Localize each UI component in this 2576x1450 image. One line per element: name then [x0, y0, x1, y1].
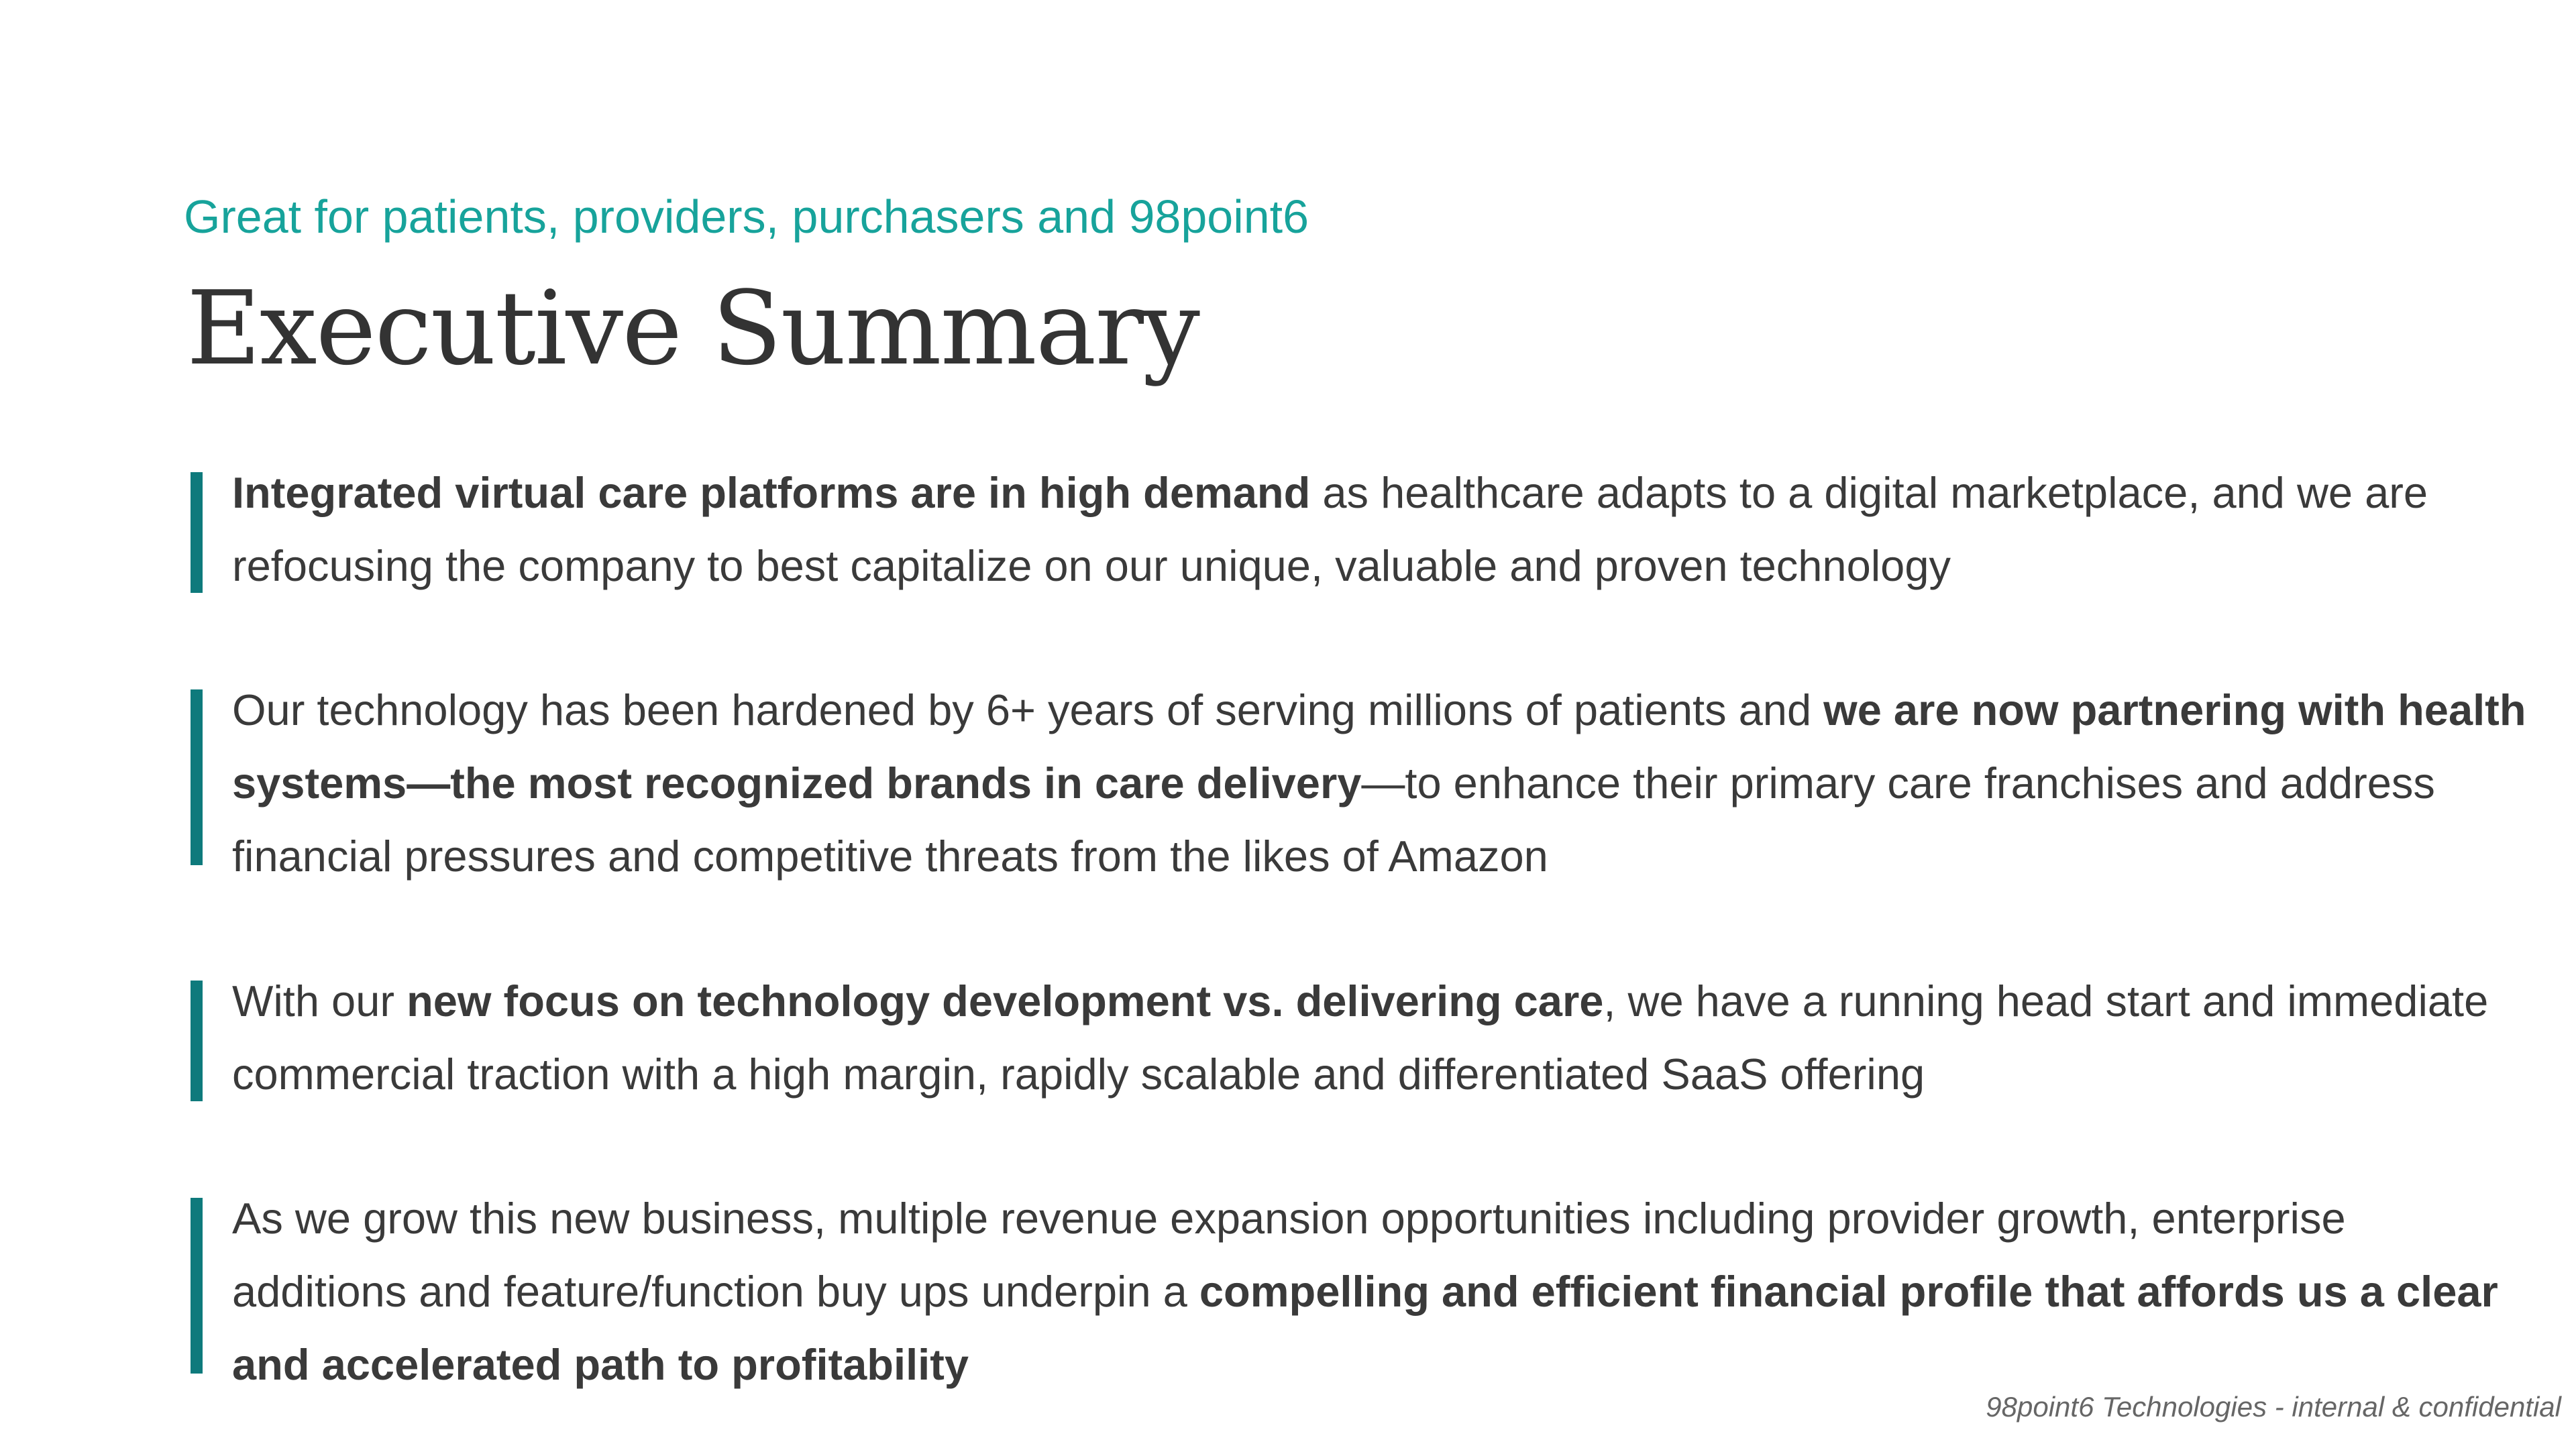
confidential-footer: 98point6 Technologies - internal & confidential	[1986, 1391, 2561, 1423]
bullet-text	[232, 456, 2526, 602]
bullet-plain: as healthcare adapts to a digital marketplace, and we are refocusing the company to best capitalize on our unique, valuable and proven technology	[232, 468, 2428, 590]
bullet-emphasis: compelling and efficient financial profile that affords us a clear and accelerated path to profitability	[232, 1267, 2498, 1389]
bullet-bar	[191, 472, 203, 593]
bullet-plain: , we have a running head start and immediate commercial traction with a high margin, rapidly scalable and differentiated SaaS offering	[232, 977, 2489, 1099]
bullet-3	[191, 964, 2512, 1112]
bullet-text	[232, 1182, 2526, 1401]
bullet-emphasis: we are now partnering with health systems—the most recognized brands in care delivery	[232, 685, 2526, 807]
slide-subtitle: Great for patients, providers, purchasers and 98point6	[184, 190, 1309, 243]
bullet-bar	[191, 981, 203, 1101]
bullet-1	[191, 456, 2512, 604]
bullet-plain: —to enhance their primary care franchises and address financial pressures and competitive threats from the likes of Amazon	[232, 759, 2435, 881]
bullet-4	[191, 1182, 2512, 1403]
bullet-text	[232, 673, 2526, 893]
bullet-2	[191, 673, 2526, 895]
bullet-plain: Our technology has been hardened by 6+ years of serving millions of patients and	[232, 685, 1824, 734]
bullet-text	[232, 964, 2526, 1111]
bullet-plain: As we grow this new business, multiple revenue expansion opportunities including provider growth, enterprise additions and feature/function buy ups underpin a	[232, 1194, 2346, 1316]
bullet-bar	[191, 689, 203, 865]
slide-title: Executive Summary	[186, 269, 1199, 388]
bullet-emphasis: Integrated virtual care platforms are in high demand	[232, 468, 1311, 517]
bullet-bar	[191, 1198, 203, 1374]
bullet-emphasis: new focus on technology development vs. delivering care	[407, 977, 1604, 1025]
bullet-plain: With our	[232, 977, 407, 1025]
